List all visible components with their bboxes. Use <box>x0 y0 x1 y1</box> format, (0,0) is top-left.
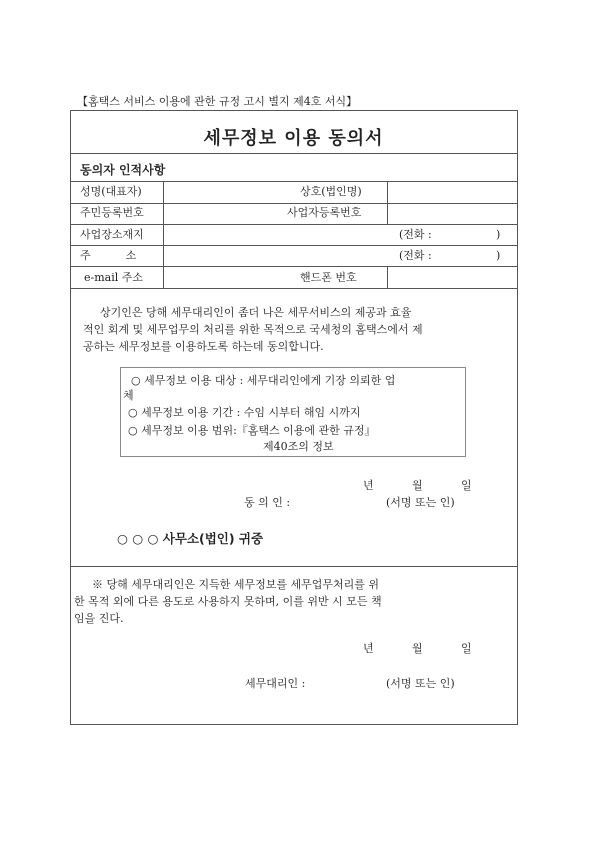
consent-line: 적인 회계 및 세무업무의 처리를 위한 목적으로 국세청의 홈택스에서 제 <box>83 323 423 336</box>
business-reg-no-field[interactable] <box>389 205 515 223</box>
scope-line-period: ○ 세무정보 이용 기간 : 수임 시부터 해임 시까지 <box>128 406 361 419</box>
row-divider <box>70 224 517 225</box>
tax-agent-field[interactable] <box>322 675 382 691</box>
section-heading: 동의자 인적사항 <box>80 163 166 177</box>
column-divider <box>163 181 164 288</box>
tax-agent-label: 세무대리인 : <box>245 677 306 690</box>
row-divider <box>70 203 517 204</box>
address-field[interactable] <box>165 247 390 265</box>
business-address-field[interactable] <box>165 226 390 244</box>
form-reference-note: 【홈택스 서비스 이용에 관한 규정 고시 별지 제4호 서식】 <box>77 95 358 108</box>
recipient-office-line: ○ ○ ○ 사무소(법인) 귀중 <box>117 531 264 546</box>
scope-line-range-cont: 제40조의 정보 <box>263 440 334 453</box>
row-divider <box>70 288 517 289</box>
business-address-label: 사업장소재지 <box>80 228 144 241</box>
date-month-label: 월 <box>412 642 423 655</box>
row-divider <box>70 245 517 246</box>
column-divider <box>387 266 388 288</box>
phone-2-label: (전화 : <box>399 249 432 262</box>
date-day-label: 일 <box>461 479 472 492</box>
phone-1-close: ) <box>496 228 501 241</box>
resident-no-field[interactable] <box>165 205 285 223</box>
trade-name-label: 상호(법인명) <box>300 185 362 198</box>
scope-line-target: ○ 세무정보 이용 대상 : 세무대리인에게 기장 의뢰한 업 <box>131 374 396 387</box>
name-rep-field[interactable] <box>165 183 285 202</box>
resident-no-label: 주민등록번호 <box>80 206 144 219</box>
email-field[interactable] <box>165 268 285 287</box>
mobile-label: 핸드폰 번호 <box>300 271 357 284</box>
row-divider <box>70 266 517 267</box>
date-month-label: 월 <box>412 479 423 492</box>
mobile-field[interactable] <box>389 268 515 287</box>
phone-1-field[interactable] <box>440 226 494 244</box>
consenter-label: 동 의 인 : <box>244 496 291 509</box>
address-label: 주 소 <box>80 249 137 262</box>
notice-line: 한 목적 외에 다른 용도로 사용하지 못하며, 이를 위반 시 모든 책 <box>74 595 382 608</box>
phone-2-close: ) <box>496 249 501 262</box>
column-divider <box>387 181 388 224</box>
title-divider <box>70 153 517 154</box>
consent-line: 상기인은 당해 세무대리인이 좀더 나은 세무서비스의 제공과 효율 <box>100 306 412 319</box>
phone-1-label: (전화 : <box>399 228 432 241</box>
email-label: e-mail 주소 <box>84 271 143 284</box>
notice-line: ※ 당해 세무대리인은 지득한 세무정보를 세무업무처리를 위 <box>92 578 380 591</box>
name-rep-label: 성명(대표자) <box>80 185 142 198</box>
scope-line-target-cont: 체 <box>123 389 134 402</box>
date-year-label: 년 <box>363 479 374 492</box>
section-divider <box>70 566 517 567</box>
consenter-field[interactable] <box>310 494 380 510</box>
form-title: 세무정보 이용 동의서 <box>203 128 384 149</box>
business-reg-no-label: 사업자등록번호 <box>287 206 362 219</box>
tax-agent-signature-note: (서명 또는 인) <box>386 677 455 690</box>
phone-2-field[interactable] <box>440 247 494 265</box>
scope-line-range: ○ 세무정보 이용 범위:『홈택스 이용에 관한 규정』 <box>128 424 376 437</box>
date-day-label: 일 <box>461 642 472 655</box>
notice-line: 임을 진다. <box>74 612 124 625</box>
consenter-signature-note: (서명 또는 인) <box>386 496 455 509</box>
date-year-label: 년 <box>363 642 374 655</box>
row-divider <box>70 181 517 182</box>
trade-name-field[interactable] <box>389 183 515 202</box>
consent-line: 공하는 세무정보를 이용하도록 하는데 동의합니다. <box>83 340 324 353</box>
